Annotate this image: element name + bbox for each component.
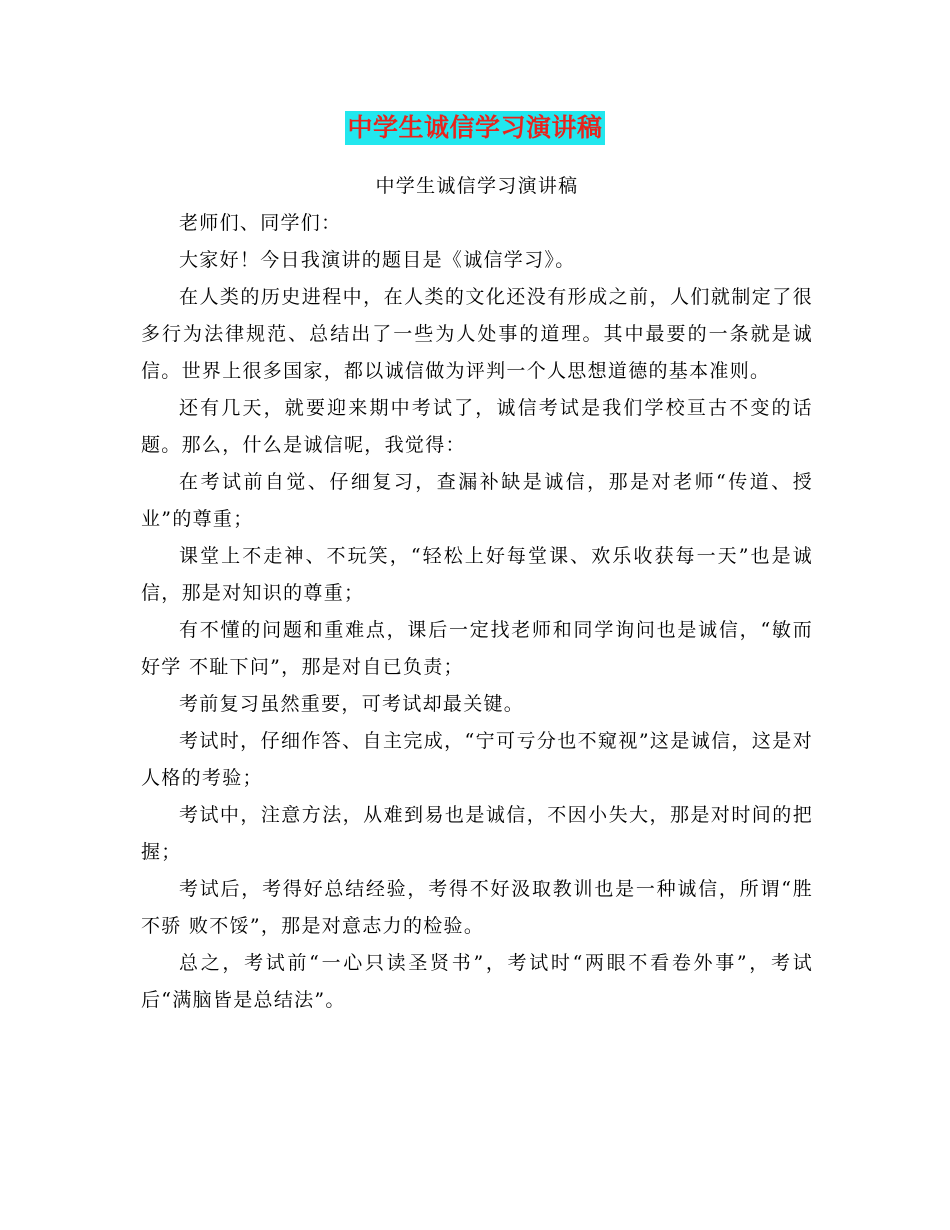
paragraph-classroom: 课堂上不走神、不玩笑，“轻松上好每堂课、欢乐收获每一天”也是诚信，那是对知识的尊重； <box>141 545 813 604</box>
title-wrapper <box>0 111 950 145</box>
document-body <box>141 168 813 1019</box>
document-subtitle: 中学生诚信学习演讲稿 <box>375 175 579 197</box>
paragraph-summary: 总之，考试前“一心只读圣贤书”，考试时“两眼不看卷外事”，考试后“满脑皆是总结法”。 <box>141 952 813 1011</box>
paragraph-greeting: 老师们、同学们： <box>179 212 342 234</box>
paragraph-after-exam: 考试后，考得好总结经验，考得不好汲取教训也是一种诚信，所谓“胜不骄 败不馁”，那是对意志力的检验。 <box>141 878 813 937</box>
paragraph-before-exam: 在考试前自觉、仔细复习，查漏补缺是诚信，那是对老师“传道、授业”的尊重； <box>141 471 813 530</box>
paragraph-history: 在人类的历史进程中，在人类的文化还没有形成之前，人们就制定了很多行为法律规范、总结出了一些为人处事的道理。其中最要的一条就是诚信。世界上很多国家，都以诚信做为评判一个人思想道德的基本准则。 <box>141 286 813 382</box>
paragraph-review: 考前复习虽然重要，可考试却最关键。 <box>179 693 525 715</box>
paragraph-during-exam: 考试时，仔细作答、自主完成，“宁可亏分也不窥视”这是诚信，这是对人格的考验； <box>141 730 813 789</box>
paragraph-exam-method: 考试中，注意方法，从难到易也是诚信，不因小失大，那是对时间的把握； <box>141 804 813 863</box>
paragraph-intro: 大家好！今日我演讲的题目是《诚信学习》。 <box>179 249 576 271</box>
paragraph-exam-coming: 还有几天，就要迎来期中考试了，诚信考试是我们学校亘古不变的话题。那么，什么是诚信呢，我觉得： <box>141 397 813 456</box>
paragraph-ask-questions: 有不懂的问题和重难点，课后一定找老师和同学询问也是诚信，“敏而好学 不耻下问”，那是对自已负责； <box>141 619 813 678</box>
document-title: 中学生诚信学习演讲稿 <box>345 111 604 145</box>
